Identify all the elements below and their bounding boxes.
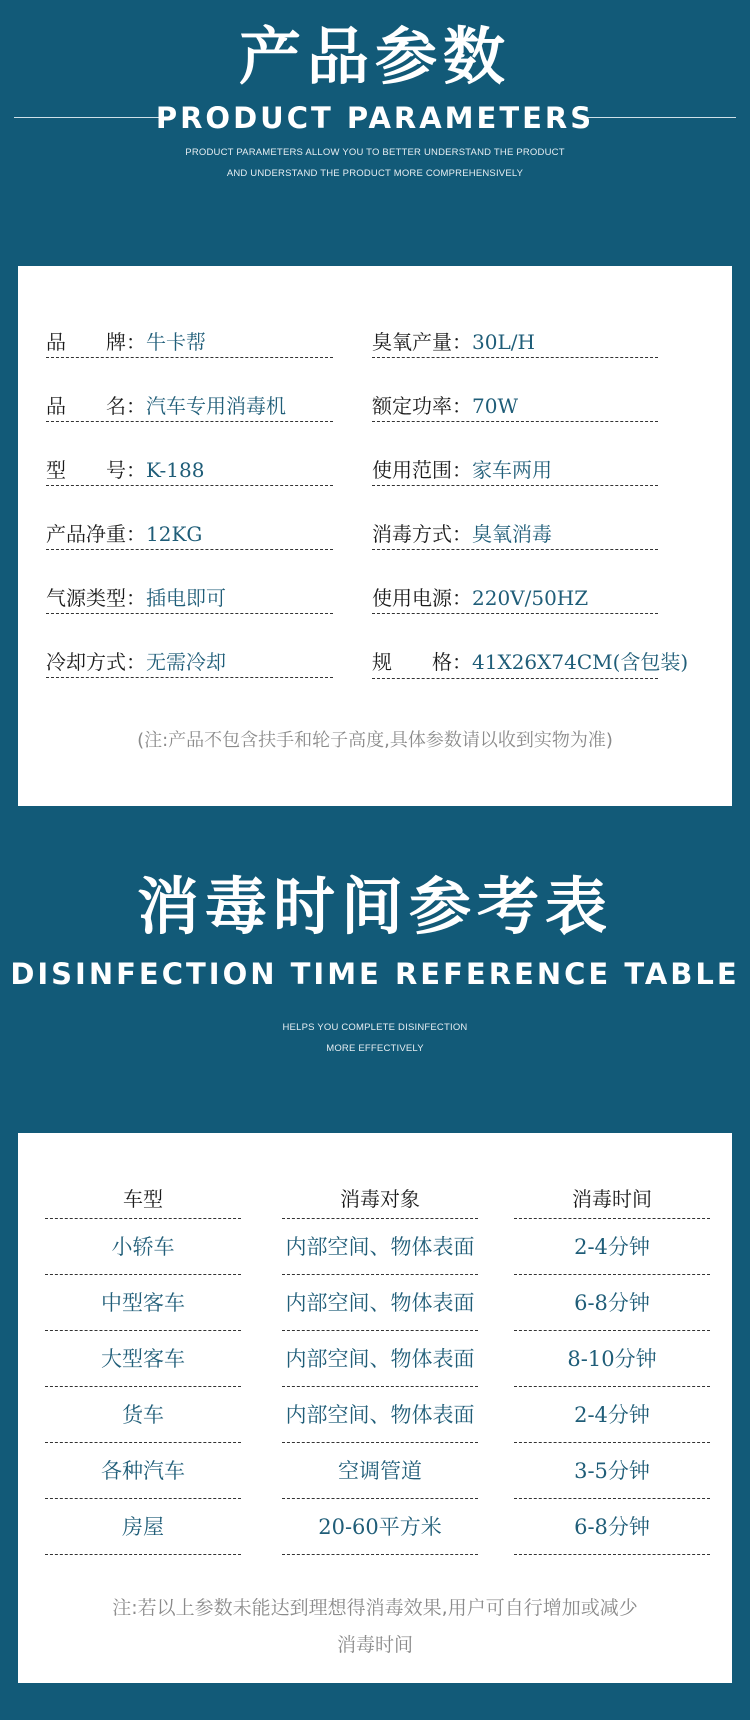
table-row-3-time: 8-10分钟 xyxy=(514,1331,710,1387)
table-title-en: DISINFECTION TIME REFERENCE TABLE xyxy=(10,957,740,991)
table-row-5-time: 3-5分钟 xyxy=(514,1443,710,1499)
table-subtitle-line1: HELPS YOU COMPLETE DISINFECTION xyxy=(282,1022,468,1033)
table-row-6-time: 6-8分钟 xyxy=(514,1499,710,1555)
table-row-2-vehicle: 中型客车 xyxy=(45,1275,241,1331)
table-row-6-target: 20-60平方米 xyxy=(282,1499,478,1555)
table-header-time: 消毒时间 xyxy=(514,1179,710,1219)
params-card xyxy=(18,266,732,806)
table-subtitle-line2: MORE EFFECTIVELY xyxy=(326,1043,424,1054)
table-row-1-time: 2-4分钟 xyxy=(514,1219,710,1275)
params-title-en: PRODUCT PARAMETERS xyxy=(155,101,595,135)
param-ozone-output: 臭氧产量：30L/H xyxy=(372,326,658,358)
table-header-target: 消毒对象 xyxy=(282,1179,478,1219)
table-row-4-vehicle: 货车 xyxy=(45,1387,241,1443)
table-title-cn: 消毒时间参考表 xyxy=(136,870,613,943)
param-usage-scope: 使用范围：家车两用 xyxy=(372,454,658,486)
table-row-4-time: 2-4分钟 xyxy=(514,1387,710,1443)
params-title-cn: 产品参数 xyxy=(238,20,511,93)
table-row-3-target: 内部空间、物体表面 xyxy=(282,1331,478,1387)
param-model: 型 号：K-188 xyxy=(46,454,333,486)
params-subtitle-line2: AND UNDERSTAND THE PRODUCT MORE COMPREHENSIVELY xyxy=(226,168,524,179)
table-row-6-vehicle: 房屋 xyxy=(45,1499,241,1555)
table-note-line2: 消毒时间 xyxy=(336,1634,413,1656)
param-net-weight: 产品净重：12KG xyxy=(46,518,333,550)
param-dimensions: 规 格：41X26X74CM(含包装) xyxy=(372,650,689,674)
params-note: (注:产品不包含扶手和轮子高度,具体参数请以收到实物为准) xyxy=(137,730,613,751)
param-dimensions-underline xyxy=(372,678,658,679)
table-header-vehicle: 车型 xyxy=(45,1179,241,1219)
time-table-card xyxy=(18,1133,732,1683)
param-cooling: 冷却方式：无需冷却 xyxy=(46,646,333,678)
param-rated-power: 额定功率：70W xyxy=(372,390,658,422)
param-power-supply: 使用电源：220V/50HZ xyxy=(372,582,658,614)
table-row-1-vehicle: 小轿车 xyxy=(45,1219,241,1275)
param-brand: 品 牌：牛卡帮 xyxy=(46,326,333,358)
table-row-2-target: 内部空间、物体表面 xyxy=(282,1275,478,1331)
table-row-3-vehicle: 大型客车 xyxy=(45,1331,241,1387)
param-disinfection-method: 消毒方式：臭氧消毒 xyxy=(372,518,658,550)
table-row-5-target: 空调管道 xyxy=(282,1443,478,1499)
table-row-4-target: 内部空间、物体表面 xyxy=(282,1387,478,1443)
table-row-2-time: 6-8分钟 xyxy=(514,1275,710,1331)
param-power-source: 气源类型：插电即可 xyxy=(46,582,333,614)
param-product-name: 品 名：汽车专用消毒机 xyxy=(46,390,333,422)
table-row-5-vehicle: 各种汽车 xyxy=(45,1443,241,1499)
table-row-1-target: 内部空间、物体表面 xyxy=(282,1219,478,1275)
table-note-line1: 注:若以上参数未能达到理想得消毒效果,用户可自行增加或减少 xyxy=(112,1597,638,1619)
params-subtitle-line1: PRODUCT PARAMETERS ALLOW YOU TO BETTER UNDERSTAND THE PRODUCT xyxy=(185,147,565,158)
